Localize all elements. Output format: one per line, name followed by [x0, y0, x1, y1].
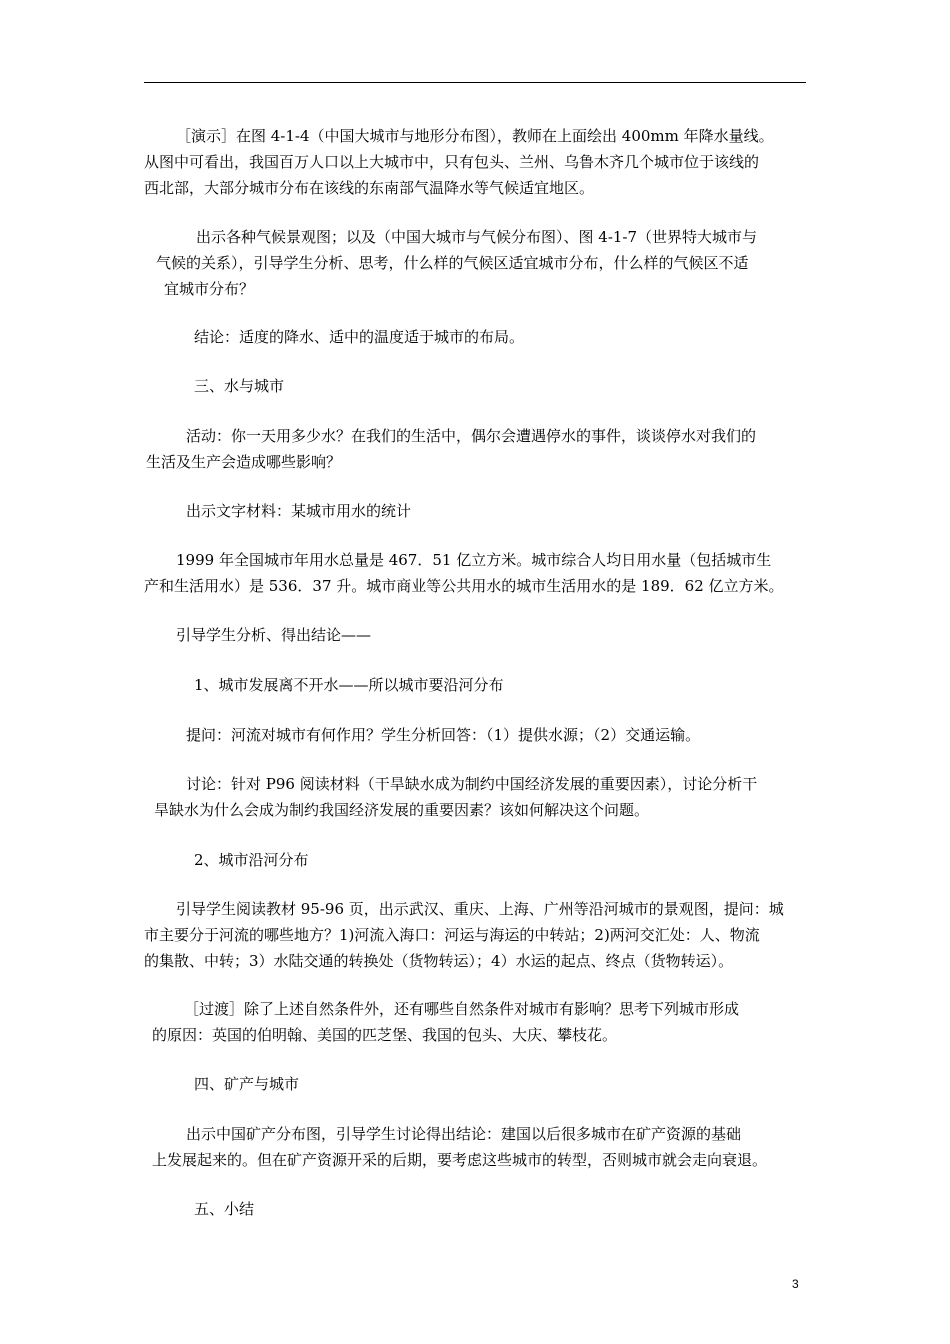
- section-heading-summary: 五、小结: [194, 1200, 255, 1218]
- section-heading-minerals: 四、矿产与城市: [194, 1075, 300, 1093]
- paragraph-conclusion: 结论：适度的降水、适中的温度适于城市的布局。: [194, 328, 525, 346]
- header-rule: [144, 82, 806, 83]
- paragraph-discussion: 讨论：针对 P96 阅读材料（干旱缺水成为制约中国经济发展的重要因素），讨论分析干 旱缺水为什么会成为制约我国经济发展的重要因素？该如何解决这个问题。: [154, 775, 758, 819]
- paragraph-activity: 活动：你一天用多少水？在我们的生活中，偶尔会遭遇停水的事件，谈谈停水对我们的 生活及生产会造成哪些影响？: [146, 427, 757, 471]
- paragraph-question: 提问：河流对城市有何作用？学生分析回答：（1）提供水源；（2）交通运输。: [186, 726, 701, 744]
- subheading-river-distribution: 2、城市沿河分布: [194, 851, 309, 869]
- paragraph-transition: ［过渡］除了上述自然条件外，还有哪些自然条件对城市有影响？思考下列城市形成 的原因：英国的伯明翰、美国的匹芝堡、我国的包头、大庆、攀枝花。: [152, 1000, 740, 1044]
- paragraph-statistics: 1999 年全国城市年用水总量是 467．51 亿立方米。城市综合人均日用水量（包括城市生 产和生活用水）是 536．37 升。城市商业等公共用水的城市生活用水的是 189．62 亿立方米。: [144, 551, 784, 595]
- paragraph-material: 出示文字材料：某城市用水的统计: [186, 502, 412, 520]
- section-heading-water: 三、水与城市: [194, 377, 285, 395]
- paragraph-climate: 出示各种气候景观图；以及（中国大城市与气候分布图）、图 4-1-7（世界特大城市与 气候的关系），引导学生分析、思考，什么样的气候区适宜城市分布，什么样的气候区不适 宜城市分布？: [156, 228, 758, 298]
- paragraph-minerals: 出示中国矿产分布图，引导学生讨论得出结论：建国以后很多城市在矿产资源的基础 上发展起来的。但在矿产资源开采的后期，要考虑这些城市的转型，否则城市就会走向衰退。: [152, 1125, 768, 1169]
- subheading-water-dependence: 1、城市发展离不开水——所以城市要沿河分布: [194, 676, 504, 694]
- paragraph-guide: 引导学生分析、得出结论——: [176, 626, 372, 644]
- paragraph-river-cities: 引导学生阅读教材 95-96 页，出示武汉、重庆、上海、广州等沿河城市的景观图，提问：城 市主要分于河流的哪些地方？1)河流入海口：河运与海运的中转站；2)两河交汇处：人、物流 的集散、中转；3）水陆交通的转换处（货物转运）；4）水运的起点、终点（货物转运）。: [144, 900, 784, 970]
- page-number: 3: [792, 1277, 799, 1291]
- paragraph-demo: ［演示］在图 4-1-4（中国大城市与地形分布图），教师在上面绘出 400mm 年降水量线。 从图中可看出，我国百万人口以上大城市中，只有包头、兰州、乌鲁木齐几个城市位于该线的 西北部，大部分城市分布在该线的东南部气温降水等气候适宜地区。: [144, 127, 774, 197]
